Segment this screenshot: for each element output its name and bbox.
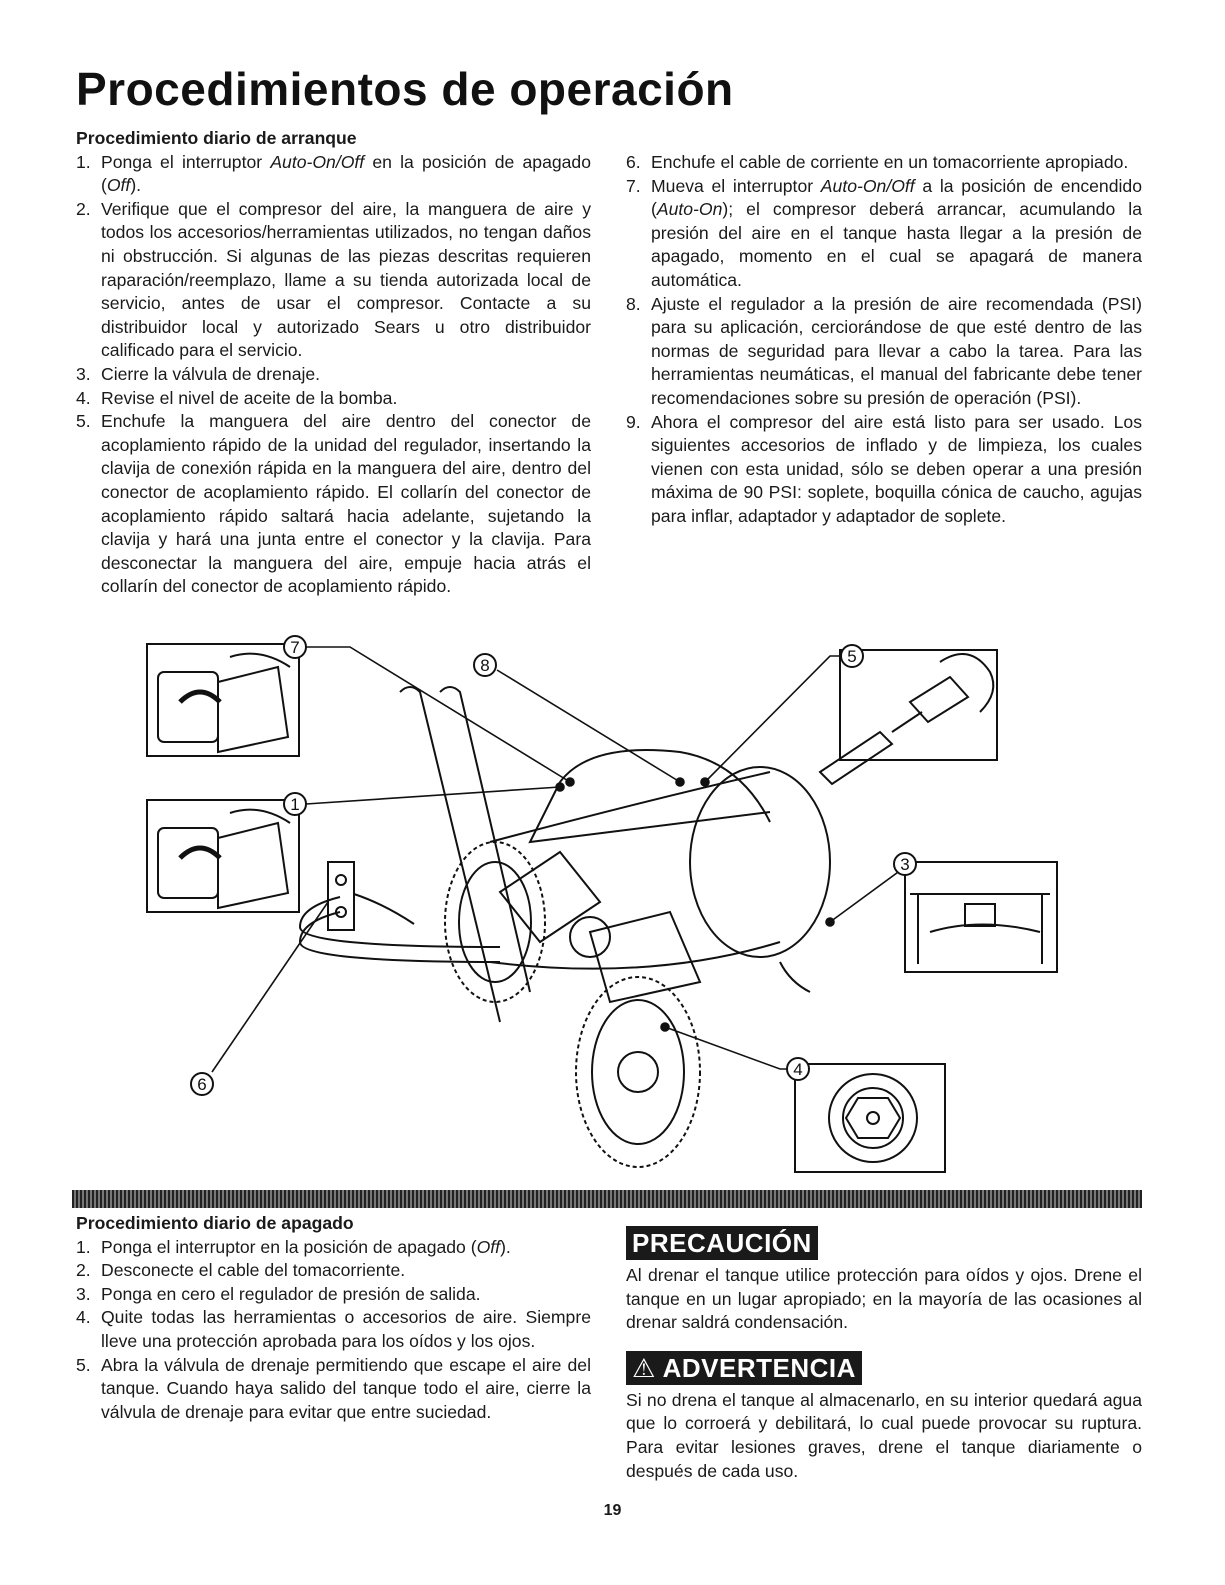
shutdown-step-text: Desconecte el cable del tomacorriente.	[101, 1260, 406, 1281]
caution-text: Al drenar el tanque utilice protección para oídos y ojos. Drene el tanque en un lugar apropiado; en la mayoría de las ocasiones al drenar saldrá condensación.	[626, 1265, 1142, 1333]
compressor-illustration	[140, 632, 1060, 1177]
callout-4-label: 4	[793, 1060, 803, 1079]
startup-step-text: Enchufe la manguera del aire dentro del conector de acoplamiento rápido de la unidad del regulador, insertando la clavija de conexión rápida en la manguera del aire, dentro del conector de acoplamiento rápido. El collarín del conector de acoplamiento rápido saltará hacia adelante, sujetando la clavija y hará una junta entre el conector y la clavija. Para desconectar la manguera del aire, empuje hacia atrás el collarín del conector de acoplamiento rápido.	[101, 411, 591, 597]
shutdown-steps	[76, 1236, 591, 1425]
startup-step-number: 7.	[626, 175, 641, 196]
startup-step-1	[626, 151, 1142, 175]
startup-step-text: Verifique que el compresor del aire, la manguera de aire y todos los accesorios/herramientas utilizados, no tengan daños ni obstrucción. Si algunas de las piezas descritas requieren raparación/reemplazo, llame a su tienda autorizada local de servicio, antes de usar el compresor. Contacte a su distribuidor local y autorizado Sears u otro distribuidor calificado para el servicio.	[101, 198, 591, 361]
startup-step-4	[76, 387, 591, 411]
startup-step-number: 2.	[76, 198, 91, 219]
callout-8-label: 8	[480, 656, 490, 675]
startup-step-2	[626, 175, 1142, 293]
leader-lines	[212, 647, 905, 1072]
startup-step-text: Revise el nivel de aceite de la bomba.	[101, 387, 398, 408]
startup-step-text: Enchufe el cable de corriente en un tomacorriente apropiado.	[651, 152, 1129, 172]
startup-step-2	[76, 198, 591, 363]
inset-coupler	[820, 650, 997, 784]
startup-steps-right	[626, 151, 1142, 529]
startup-step-3	[76, 363, 591, 387]
callout-3	[894, 853, 916, 875]
shutdown-step-text: Ponga en cero el regulador de presión de salida.	[101, 1283, 481, 1304]
caution-label: PRECAUCIÓN	[626, 1226, 818, 1260]
startup-step-number: 8.	[626, 293, 641, 314]
startup-steps-left	[76, 151, 591, 599]
caution-block	[626, 1226, 1142, 1335]
startup-step-4	[626, 411, 1142, 529]
startup-step-text: Mueva el interruptor Auto-On/Off a la posición de encendido (Auto-On); el compresor deberá arrancar, acumulando la presión del aire en el tanque hasta llegar a la presión de apagado, momento en el cual se apagará de manera automática.	[651, 175, 1142, 290]
shutdown-step-number: 1.	[76, 1236, 91, 1257]
startup-step-3	[626, 293, 1142, 411]
callout-6-label: 6	[197, 1075, 207, 1094]
startup-right-column	[626, 151, 1142, 529]
startup-step-text: Cierre la válvula de drenaje.	[101, 363, 321, 384]
shutdown-heading: Procedimiento diario de apagado	[76, 1213, 354, 1233]
warning-block	[626, 1351, 1142, 1483]
startup-step-1	[76, 151, 591, 198]
callout-7	[284, 636, 306, 658]
startup-step-number: 4.	[76, 387, 91, 408]
inset-switch-bottom	[147, 800, 299, 912]
shutdown-step-number: 4.	[76, 1307, 91, 1328]
callout-8	[474, 654, 496, 676]
startup-step-number: 6.	[626, 152, 641, 172]
shutdown-step-text: Abra la válvula de drenaje permitiendo que escape el aire del tanque. Cuando haya salido del tanque todo el aire, cierre la válvula de drenaje para evitar que entre suciedad.	[101, 1354, 591, 1422]
shutdown-column	[76, 1212, 591, 1424]
startup-step-5	[76, 410, 591, 599]
callout-1	[284, 793, 306, 815]
page-title: Procedimientos de operación	[76, 63, 734, 115]
startup-step-text: Ahora el compresor del aire está listo para ser usado. Los siguientes accesorios de inflado y de limpieza, los cuales vienen con esta unidad, sólo se deben operar a una presión máxima de 90 PSI: soplete, boquilla cónica de caucho, agujas para inflar, adaptador y adaptador de soplete.	[651, 411, 1142, 526]
callout-3-label: 3	[900, 855, 910, 874]
inset-drain-valve	[905, 862, 1057, 972]
startup-step-text: Ajuste el regulador a la presión de aire recomendada (PSI) para su aplicación, cerciorándose de que esté dentro de las normas de seguridad para llevar a cabo la tarea. Para las herramientas neumáticas, el manual del fabricante debe tener recomendaciones sobre su presión de operación (PSI).	[651, 293, 1142, 408]
shutdown-step-1	[76, 1236, 591, 1260]
shutdown-step-2	[76, 1259, 591, 1283]
safety-column	[626, 1226, 1142, 1483]
shutdown-step-4	[76, 1306, 591, 1353]
inset-switch-top	[147, 644, 299, 756]
callout-4	[787, 1058, 809, 1080]
shutdown-step-text: Quite todas las herramientas o accesorios de aire. Siempre lleve una protección aprobada para los oídos y los ojos.	[101, 1307, 591, 1351]
shutdown-step-number: 3.	[76, 1283, 91, 1304]
startup-step-number: 3.	[76, 363, 91, 384]
warning-triangle-icon: ⚠	[632, 1352, 656, 1383]
wheel-rear	[445, 842, 545, 1002]
inset-oil-plug	[795, 1064, 945, 1172]
callout-5	[841, 645, 863, 667]
shutdown-step-number: 5.	[76, 1354, 91, 1375]
shutdown-step-3	[76, 1283, 591, 1307]
startup-step-number: 9.	[626, 411, 641, 432]
startup-heading: Procedimiento diario de arranque	[76, 128, 357, 148]
compressor-drawing	[140, 632, 1060, 1177]
shutdown-step-5	[76, 1354, 591, 1425]
shutdown-step-number: 2.	[76, 1260, 91, 1281]
startup-step-text: Ponga el interruptor Auto-On/Off en la posición de apagado (Off).	[101, 151, 591, 196]
warning-text: Si no drena el tanque al almacenarlo, en su interior quedará agua que lo corroerá y debilitará, lo cual puede provocar su ruptura. Para evitar lesiones graves, drene el tanque diariamente o después de cada uso.	[626, 1389, 1142, 1481]
shutdown-step-text: Ponga el interruptor en la posición de apagado (Off).	[101, 1236, 511, 1257]
startup-left-column	[76, 127, 591, 599]
callout-1-label: 1	[290, 795, 300, 814]
callout-7-label: 7	[290, 638, 300, 657]
wheel-front	[576, 977, 700, 1167]
page-number: 19	[603, 1502, 622, 1519]
startup-step-number: 5.	[76, 411, 91, 432]
callout-6	[191, 1073, 213, 1095]
section-divider	[72, 1190, 1142, 1208]
warning-label: ADVERTENCIA	[662, 1352, 856, 1383]
callout-5-label: 5	[847, 647, 857, 666]
startup-step-number: 1.	[76, 151, 91, 172]
warning-label-box	[626, 1351, 862, 1385]
